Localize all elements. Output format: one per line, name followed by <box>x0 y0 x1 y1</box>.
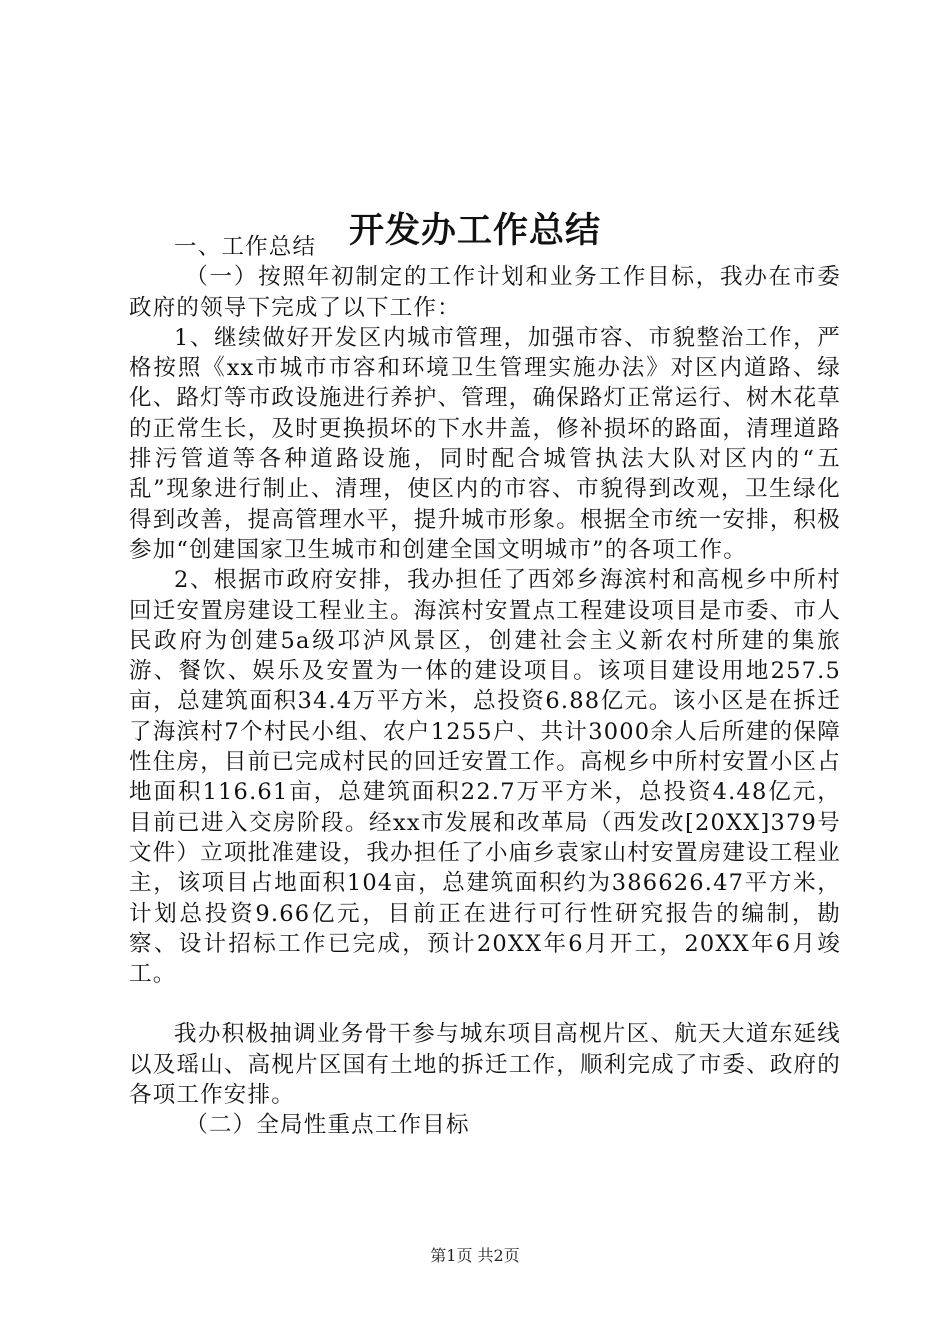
paragraph-item-2: 2、根据市政府安排，我办担任了西郊乡海滨村和高枧乡中所村回迁安置房建设工程业主。海滨村安置点工程建设项目是市委、市人民政府为创建5a级邛泸风景区，创建社会主义新农村所建的集旅游、餐饮、娱乐及安置为一体的建设项目。该项目建设用地257.5亩，总建筑面积34.4万平方米，总投资6.88亿元。该小区是在拆迁了海滨村7个村民小组、农户1255户、共计3000余人后所建的保障性住房，目前已完成村民的回迁安置工作。高枧乡中所村安置小区占地面积116.61亩，总建筑面积22.7万平方米，总投资4.48亿元，目前已进入交房阶段。经xx市发展和改革局（西发改[20XX]379号文件）立项批准建设，我办担任了小庙乡袁家山村安置房建设工程业主，该项目占地面积104亩，总建筑面积约为386626.47平方米，计划总投资9.66亿元，目前正在进行可行性研究报告的编制，勘察、设计招标工作已完成，预计20XX年6月开工，20XX年6月竣工。 <box>129 567 841 988</box>
document-title: 开发办工作总结 <box>348 210 601 252</box>
document-body <box>129 232 841 1141</box>
page-footer: 第1页 共2页 <box>430 1246 520 1265</box>
section-heading: 一、工作总结 <box>174 234 317 260</box>
paragraph-item-1: 1、继续做好开发区内城市管理，加强市容、市貌整治工作，严格按照《xx市城市市容和环境卫生管理实施办法》对区内道路、绿化、路灯等市政设施进行养护、管理，确保路灯正常运行、树木花草的正常生长，及时更换损坏的下水井盖，修补损坏的路面，清理道路排污管道等各种道路设施，同时配合城管执法大队对区内的“五乱”现象进行制止、清理，使区内的市容、市貌得到改观，卫生绿化得到改善，提高管理水平，提升城市形象。根据全市统一安排，积极参加“创建国家卫生城市和创建全国文明城市”的各项工作。 <box>129 324 841 563</box>
subsection-heading: （二）全局性重点工作目标 <box>185 1112 470 1139</box>
paragraph-intro: （一）按照年初制定的工作计划和业务工作目标，我办在市委政府的领导下完成了以下工作： <box>129 264 841 321</box>
paragraph-demolition: 我办积极抽调业务骨干参与城东项目高枧片区、航天大道东延线以及瑶山、高枧片区国有土地的拆迁工作，顺利完成了市委、政府的各项工作安排。 <box>129 1021 841 1109</box>
